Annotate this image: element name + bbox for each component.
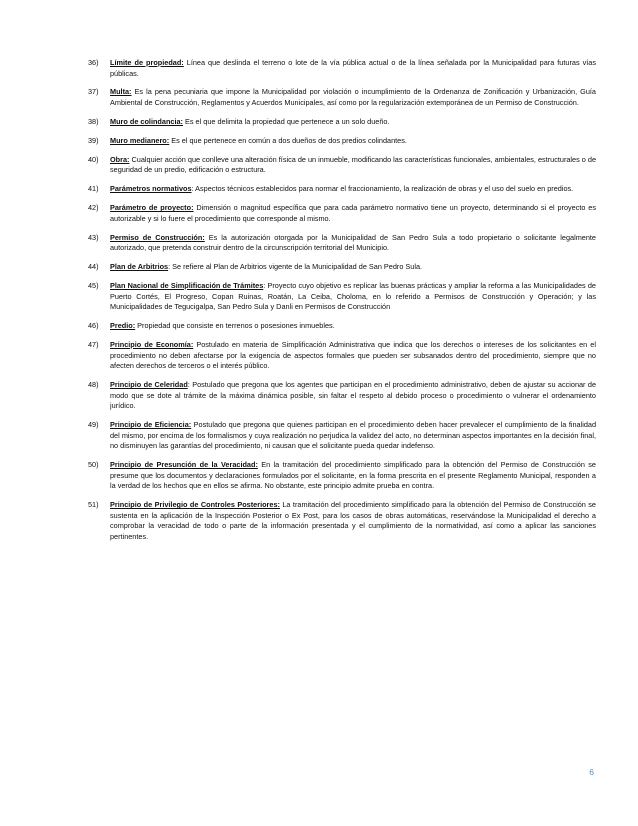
item-text: Postulado que pregona que quienes participan en el procedimiento deben hacer prevalecer el cumplimiento de la finalidad del mismo, por encima de los formalismos y cuya realización no perjudica la validez del acto, no determinan aspectos importantes en la decisión final, no disminuyen las garantías del procedimiento, ni causan que el solicitante pueda quedar indefenso. — [110, 420, 596, 451]
item-text: : Se refiere al Plan de Arbitrios vigente de la Municipalidad de San Pedro Sula. — [168, 262, 423, 272]
item-number: 37) — [88, 87, 99, 97]
item-text: Cualquier acción que conlleve una alteración física de un inmueble, modificando las características funcionales, ambientales, estructurales o de seguridad de un predio, edificación o estructura. — [110, 154, 596, 175]
list-item — [88, 155, 596, 176]
item-number: 43) — [88, 232, 99, 242]
item-term: Plan Nacional de Simplificación de Trámites — [110, 280, 264, 290]
item-term: Muro de colindancia: — [110, 116, 183, 126]
definitions-list — [88, 58, 596, 551]
item-number: 44) — [88, 262, 99, 272]
list-item — [88, 420, 596, 452]
list-item — [88, 233, 596, 254]
item-text: : Proyecto cuyo objetivo es replicar las buenas prácticas y ampliar la reforma a las Municipalidades de Puerto Cortés, El Progreso, Copan Ruinas, Roatán, La Ceiba, Choloma, en lo referido a Permisos de Construcción y Operación; y las Municipalidades de Tegucigalpa, San Pedro Sula y Danli en Permisos de Construcción — [110, 280, 596, 312]
list-item — [88, 460, 596, 492]
item-term: Principio de Economía: — [110, 339, 194, 349]
item-number: 46) — [88, 321, 99, 331]
item-term: Parámetro de proyecto: — [110, 203, 194, 213]
list-item — [88, 262, 596, 273]
item-number: 47) — [88, 339, 99, 349]
item-number: 51) — [88, 500, 99, 510]
list-item — [88, 117, 596, 128]
item-number: 49) — [88, 420, 99, 430]
item-number: 50) — [88, 460, 99, 470]
list-item — [88, 87, 596, 108]
page-number: 6 — [589, 767, 594, 777]
item-term: Parámetros normativos — [110, 184, 192, 194]
item-term: Muro medianero: — [110, 135, 170, 145]
list-item — [88, 281, 596, 313]
item-term: Obra: — [110, 154, 130, 164]
list-item — [88, 500, 596, 542]
item-text: Dimensión o magnitud específica que para cada parámetro normativo tiene un proyecto, determinando si el proyecto es autorizable y si lo fuere el procedimiento que corresponde al mismo. — [110, 203, 597, 223]
item-term: Permiso de Construcción: — [110, 232, 205, 242]
item-term: Principio de Eficiencia: — [110, 420, 192, 430]
item-number: 40) — [88, 154, 99, 164]
item-number: 38) — [88, 116, 99, 126]
item-text: Es el que delimita la propiedad que pertenece a un solo dueño. — [182, 116, 390, 126]
item-text: : Postulado que pregona que los agentes que participan en el procedimiento administrativo, deben de ajustar su accionar de modo que se dote al trámite de la máxima dinámica posible, sin faltar el respeto al debido proceso o procedimiento o vulnerar el ordenamiento jurídico. — [110, 380, 596, 411]
item-number: 48) — [88, 380, 99, 390]
item-term: Límite de propiedad: — [110, 58, 184, 67]
item-number: 41) — [88, 184, 99, 194]
item-text: Es la pena pecuniaria que impone la Municipalidad por violación o incumplimiento de la Ordenanza de Zonificación y Urbanización, Guía Ambiental de Construcción, Reglamentos y Acuerdos Municipales, así como por la regularización extemporánea de un Permiso de Construcción. — [110, 87, 596, 108]
list-item — [88, 184, 596, 195]
list-item — [88, 203, 596, 224]
item-text: Es la autorización otorgada por la Municipalidad de San Pedro Sula a todo propietario o solicitante legalmente autorizado, que pretenda construir dentro de la circunscripción territorial del Municipio. — [110, 232, 596, 253]
list-item — [88, 321, 596, 332]
list-item — [88, 136, 596, 147]
item-text: Es el que pertenece en común a dos dueños de dos predios colindantes. — [169, 135, 407, 145]
item-text: Propiedad que consiste en terrenos o posesiones inmuebles. — [135, 321, 335, 331]
item-number: 39) — [88, 135, 99, 145]
list-item — [88, 340, 596, 372]
item-text: Línea que deslinda el terreno o lote de la vía pública actual o de la línea señalada por la Municipalidad para futuras vías públicas. — [110, 58, 596, 78]
item-term: Principio de Privilegio de Controles Posteriores: — [110, 500, 280, 510]
list-item — [88, 58, 596, 79]
item-number: 42) — [88, 203, 99, 213]
item-term: Predio: — [110, 321, 136, 331]
item-term: Multa: — [110, 87, 132, 97]
item-number: 36) — [88, 58, 99, 67]
item-text: La tramitación del procedimiento simplificado para la obtención del Permiso de Construcción se sustenta en la aplicación de la Inspección Posterior o Ex Post, para los casos de obras automáticas, reservándose la Municipalidad el derecho a comprobar la veracidad de todo o parte de la información presentada y el cumplimiento de la normatividad, así como a aplicar las sanciones pertinentes. — [110, 500, 596, 542]
item-term: Principio de Celeridad — [110, 380, 188, 390]
item-term: Principio de Presunción de la Veracidad: — [110, 460, 258, 470]
item-term: Plan de Arbitrios — [110, 262, 169, 272]
item-number: 45) — [88, 280, 99, 290]
item-text: : Aspectos técnicos establecidos para normar el fraccionamiento, la realización de obras y el uso del suelo en predios. — [191, 184, 574, 194]
item-text: Postulado en materia de Simplificación Administrativa que indica que los derechos o intereses de los solicitantes en el procedimiento no deben afectarse por la exigencia de aspectos formales que pueden ser subsanados dentro del procedimiento, siempre que no afecten derechos de terceros o el interés público. — [110, 339, 596, 371]
item-text: En la tramitación del procedimiento simplificado para la obtención del Permiso de Construcción se presume que los documentos y declaraciones formulados por el solicitante, en la forma prescrita en el presente Reglamento Municipal, responden a la verdad de los hechos que en ellos se afirma. No obstante, este principio admite prueba en contra. — [110, 460, 596, 491]
list-item — [88, 380, 596, 412]
